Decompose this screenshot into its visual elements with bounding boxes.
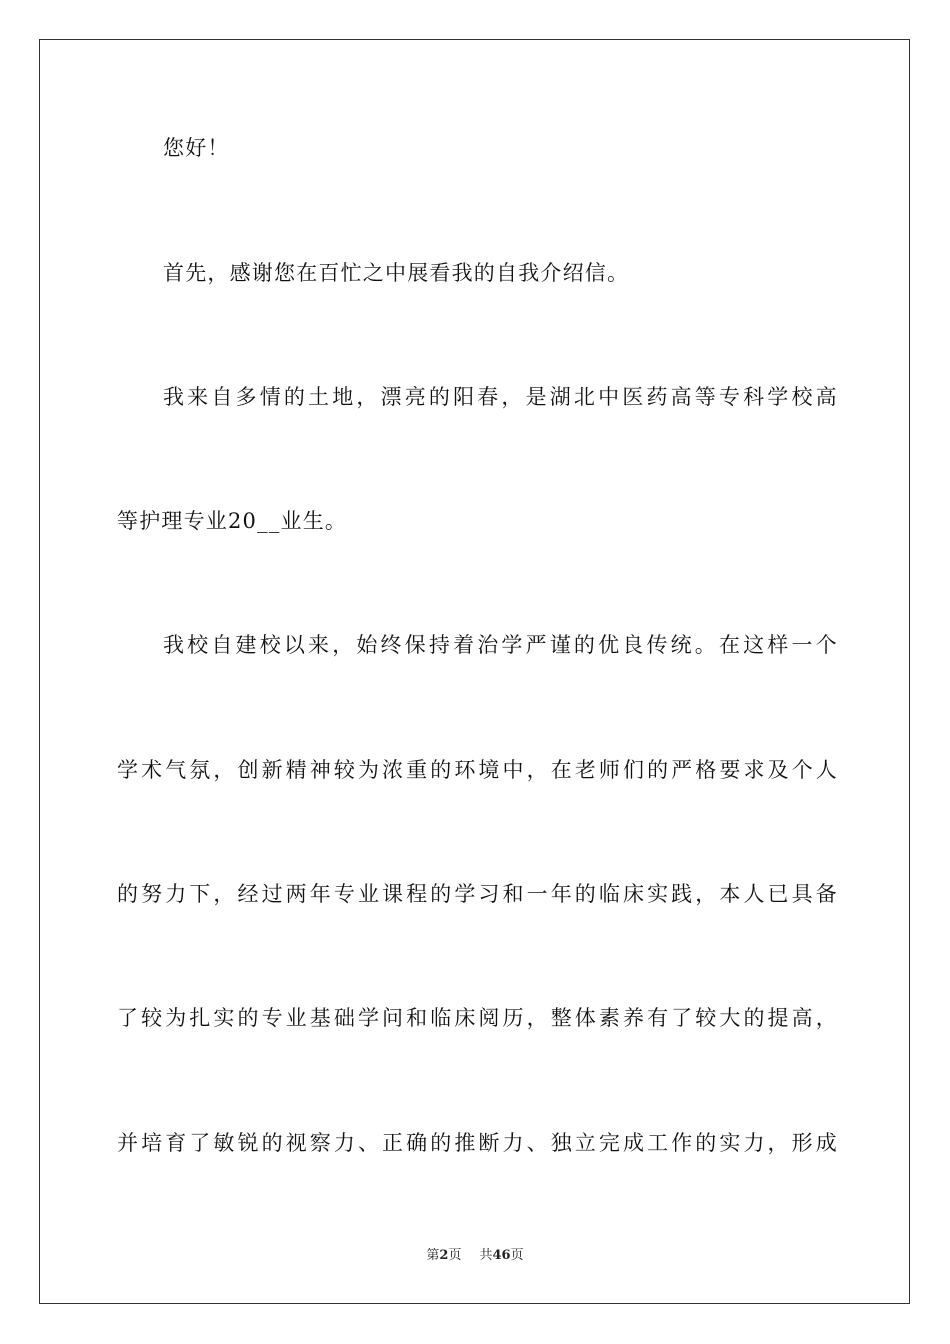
greeting-line: 您好！: [163, 136, 230, 160]
paragraph-line: 学 术 气 氛 ， 创 新 精 神 较 为 浓 重 的 环 境 中 ， 在 老 师 们 的 严 格 要 求 及 个 人: [117, 758, 837, 782]
paragraph-line: 我 来 自 多 情 的 土 地 ， 漂 亮 的 阳 春 ， 是 湖 北 中 医 药 高 等 专 科 学 校 高: [163, 385, 837, 409]
paragraph-line: 并 培 育 了 敏 锐 的 视 察 力 、 正 确 的 推 断 力 、 独 立 完 成 工 作 的 实 力 ， 形 成: [117, 1131, 837, 1155]
paragraph-line: 首先，感谢您在百忙之中展看我的自我介绍信。: [163, 261, 630, 285]
page-suffix: 页: [448, 1248, 462, 1263]
current-page-number: 2: [439, 1248, 449, 1263]
paragraph-line: 的 努 力 下 ， 经 过 两 年 专 业 课 程 的 学 习 和 一 年 的 临 床 实 践 ， 本 人 已 具 备: [117, 882, 837, 906]
page-prefix: 第: [426, 1248, 440, 1263]
total-suffix: 页: [510, 1248, 524, 1263]
total-prefix: 共: [479, 1248, 493, 1263]
paragraph-line: 我 校 自 建 校 以 来 ， 始 终 保 持 着 治 学 严 谨 的 优 良 传 统 。 在 这 样 一 个: [163, 633, 837, 657]
paragraph-line: 等护理专业20__业生。: [117, 509, 348, 533]
page-footer: [0, 1247, 950, 1265]
paragraph-line: 了 较 为 扎 实 的 专 业 基 础 学 问 和 临 床 阅 历 ， 整 体 素 养 有 了 较 大 的 提 高 ，: [117, 1006, 837, 1030]
page-frame: [39, 39, 910, 1304]
total-page-number: 46: [492, 1248, 511, 1263]
